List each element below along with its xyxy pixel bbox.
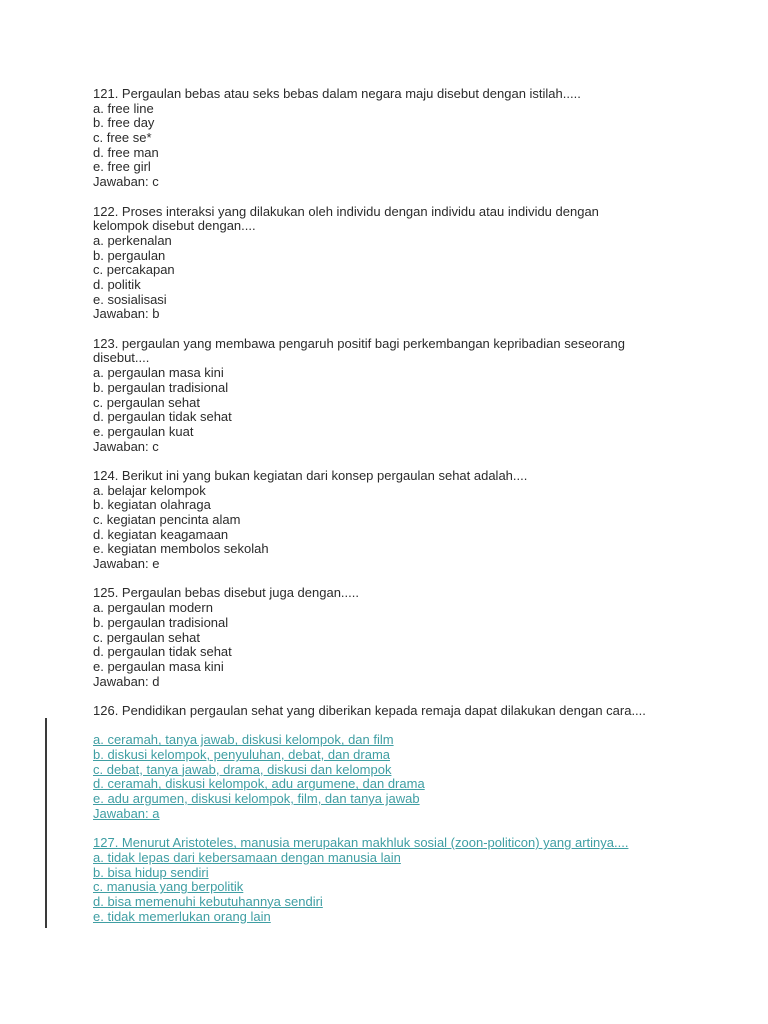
answer: Jawaban: e xyxy=(93,556,160,572)
option-c-link[interactable]: c. manusia yang berpolitik xyxy=(93,879,244,895)
option-d: d. free man xyxy=(93,144,159,160)
question-126 xyxy=(93,704,693,822)
document-page xyxy=(93,87,693,939)
answer: Jawaban: d xyxy=(93,673,160,689)
question-text: 123. pergaulan yang membawa pengaruh positif bagi perkembangan kepribadian seseorang disebut.... xyxy=(93,335,625,366)
option-b: b. pergaulan tradisional xyxy=(93,614,229,630)
option-e-link[interactable]: e. adu argumen, diskusi kelompok, film, dan tanya jawab xyxy=(93,791,420,807)
revision-marker-bar xyxy=(45,718,47,928)
question-127 xyxy=(93,836,693,924)
option-a: a. belajar kelompok xyxy=(93,482,206,498)
answer: Jawaban: c xyxy=(93,174,159,190)
option-a: a. pergaulan modern xyxy=(93,600,213,616)
spacer xyxy=(93,719,693,734)
option-d: d. politik xyxy=(93,276,141,292)
question-text: 122. Proses interaksi yang dilakukan oleh individu dengan individu atau individu dengan kelompok disebut dengan.... xyxy=(93,203,599,234)
question-121 xyxy=(93,87,693,190)
option-a-link[interactable]: a. tidak lepas dari kebersamaan dengan manusia lain xyxy=(93,849,401,865)
option-a: a. free line xyxy=(93,100,154,116)
option-d: d. pergaulan tidak sehat xyxy=(93,409,232,425)
option-c-link[interactable]: c. debat, tanya jawab, drama, diskusi dan kelompok xyxy=(93,761,392,777)
question-125 xyxy=(93,586,693,689)
option-c: c. pergaulan sehat xyxy=(93,629,200,645)
option-e: e. kegiatan membolos sekolah xyxy=(93,541,269,557)
option-d: d. kegiatan keagamaan xyxy=(93,526,229,542)
option-b: b. free day xyxy=(93,115,155,131)
option-e: e. free girl xyxy=(93,159,151,175)
option-a: a. pergaulan masa kini xyxy=(93,365,224,381)
question-123 xyxy=(93,337,693,455)
option-a: a. perkenalan xyxy=(93,232,172,248)
option-d-link[interactable]: d. ceramah, diskusi kelompok, adu argumene, dan drama xyxy=(93,776,425,792)
option-d: d. pergaulan tidak sehat xyxy=(93,644,232,660)
question-text: 126. Pendidikan pergaulan sehat yang diberikan kepada remaja dapat dilakukan dengan cara.... xyxy=(93,702,646,718)
option-e-link[interactable]: e. tidak memerlukan orang lain xyxy=(93,908,271,924)
option-e: e. pergaulan masa kini xyxy=(93,658,224,674)
option-b-link[interactable]: b. bisa hidup sendiri xyxy=(93,864,209,880)
option-c: c. kegiatan pencinta alam xyxy=(93,512,241,528)
option-e: e. sosialisasi xyxy=(93,291,167,307)
option-b: b. pergaulan xyxy=(93,247,166,263)
option-c: c. pergaulan sehat xyxy=(93,394,200,410)
answer: Jawaban: b xyxy=(93,306,160,322)
option-b: b. kegiatan olahraga xyxy=(93,497,211,513)
answer: Jawaban: c xyxy=(93,438,159,454)
option-d-link[interactable]: d. bisa memenuhi kebutuhannya sendiri xyxy=(93,893,323,909)
question-text: 124. Berikut ini yang bukan kegiatan dari konsep pergaulan sehat adalah.... xyxy=(93,467,528,483)
option-c: c. free se* xyxy=(93,130,152,146)
option-c: c. percakapan xyxy=(93,262,175,278)
question-text-link[interactable]: 127. Menurut Aristoteles, manusia merupakan makhluk sosial (zoon-politicon) yang artinya.... xyxy=(93,835,629,851)
option-e: e. pergaulan kuat xyxy=(93,423,194,439)
question-text: 125. Pergaulan bebas disebut juga dengan..... xyxy=(93,585,359,601)
question-124 xyxy=(93,469,693,572)
answer-link[interactable]: Jawaban: a xyxy=(93,805,160,821)
option-a-link[interactable]: a. ceramah, tanya jawab, diskusi kelompok, dan film xyxy=(93,732,394,748)
option-b: b. pergaulan tradisional xyxy=(93,379,229,395)
question-122 xyxy=(93,205,693,323)
option-b-link[interactable]: b. diskusi kelompok, penyuluhan, debat, dan drama xyxy=(93,747,391,763)
question-text: 121. Pergaulan bebas atau seks bebas dalam negara maju disebut dengan istilah..... xyxy=(93,86,581,101)
